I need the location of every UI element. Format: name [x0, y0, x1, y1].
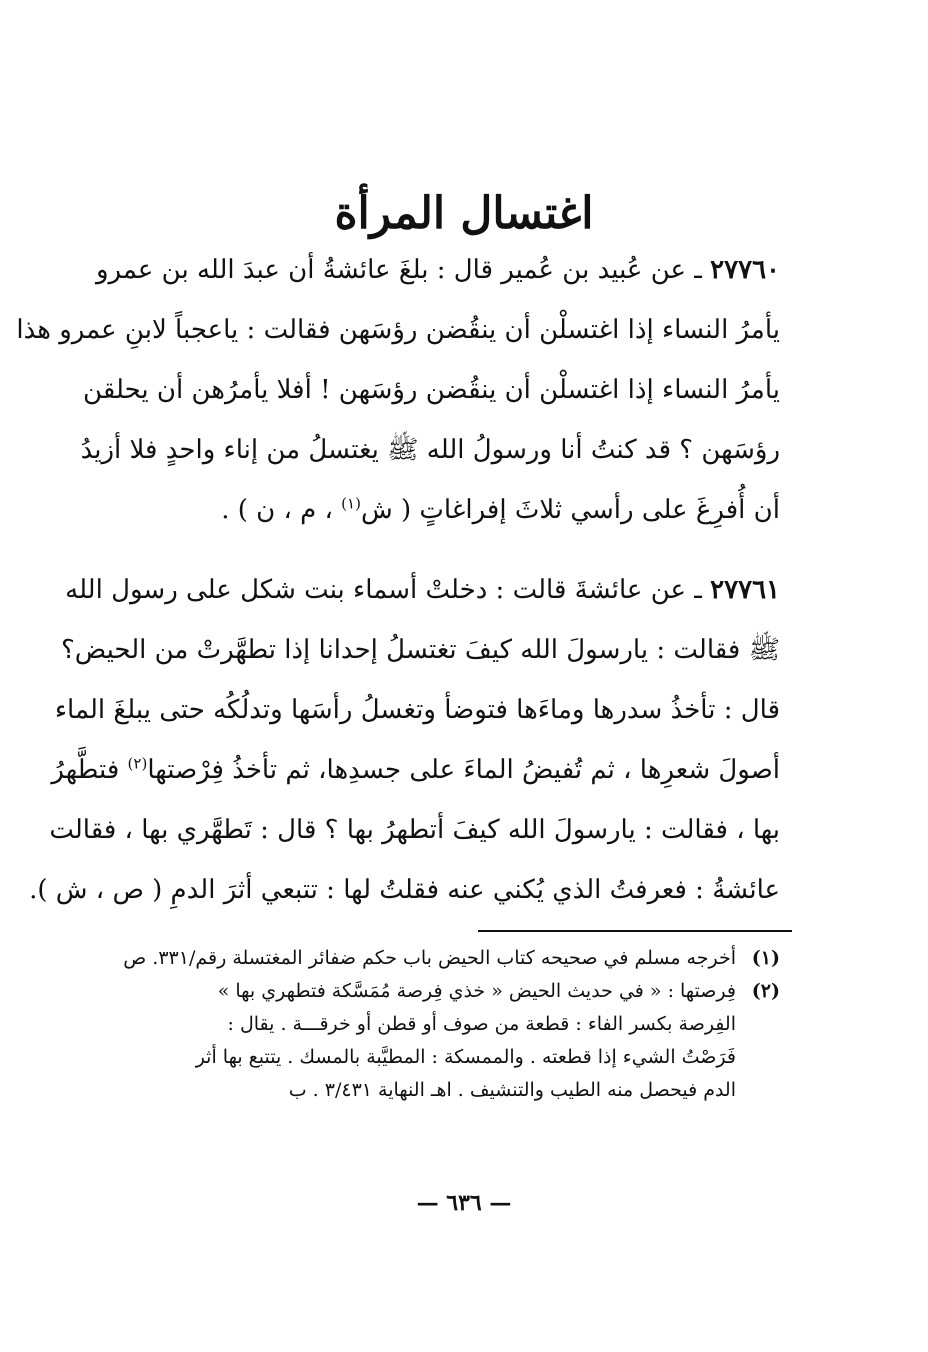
footnote-reference[interactable]: (١): [341, 494, 361, 513]
footnote-reference[interactable]: (٢): [127, 754, 148, 773]
footnote-divider: [478, 930, 792, 932]
hadith-line: ٢٧٧٦٠ ـ عن عُبيد بن عُمير قال : بلغَ عائشةُ أن عبدَ الله بن عمرو: [95, 255, 780, 285]
chapter-title: اغتسال المرأة: [334, 188, 594, 240]
hadith-line: رؤسَهن ؟ قد كنتُ أنا ورسولُ الله ﷺ يغتسلُ من إناء واحدٍ فلا أزيدُ: [80, 435, 780, 465]
hadith-line: أصولَ شعرِها ، ثم تُفيضُ الماءَ على جسدِها، ثم تأخذُ فِرْصتها$^{(٢)}$ فتطَّهرُ: [51, 754, 780, 785]
footnote-1: [100, 942, 780, 975]
hadith-line: ﷺ فقالت : يارسولَ الله كيفَ تغتسلُ إحدانا إذا تطهَّرتْ من الحيض؟: [60, 635, 780, 665]
hadith-line: يأمرُ النساء إذا اغتسلْن أن ينقُضن رؤسَهن ! أفلا يأمرُهن أن يحلقن: [83, 375, 780, 405]
footnote-mark: (٢): [751, 980, 780, 1002]
hadith-27760: [16, 240, 780, 540]
footnotes: [100, 942, 780, 1107]
hadith-line: أن أُفرِغَ على رأسي ثلاثَ إفراغاتٍ ( ش$^{(١)}$ ، م ، ن ) .: [221, 494, 780, 525]
footnote-mark: (١): [751, 947, 780, 969]
hadith-number: ٢٧٧٦١: [710, 575, 780, 605]
hadith-number: ٢٧٧٦٠: [710, 255, 780, 285]
footnote-text: فِرصتها : « في حديث الحيض « خذي فِرصة مُمَسَّكة فتطهري بها » الفِرصة بكسر الفاء : قطعة من صوف أو قطن أو خرقـــة . يقال : فَرَصْتُ الشيء إذا قطعته . والممسكة : المطيَّبة بالمسك . يتتبع بها أثر الدم فيحصل منه الطيب والتنشيف . اهـ النهاية ٣/٤٣١ . ب: [195, 980, 736, 1101]
footnote-text: أخرجه مسلم في صحيحه كتاب الحيض باب حكم ضفائر المغتسلة رقم/٣٣١. ص: [123, 947, 736, 969]
page-number: — ٦٣٦ —: [416, 1190, 512, 1216]
hadith-line: قال : تأخذُ سدرها وماءَها فتوضأ وتغسلُ رأسَها وتدلُكُه حتى يبلغَ الماء: [54, 695, 780, 725]
hadith-line: بها ، فقالت : يارسولَ الله كيفَ أتطهرُ بها ؟ قال : تَطهَّري بها ، فقالت: [49, 815, 780, 845]
hadith-27761: [29, 560, 780, 920]
hadith-line: ٢٧٧٦١ ـ عن عائشةَ قالت : دخلتْ أسماء بنت شكل على رسول الله: [65, 575, 780, 605]
hadith-line: يأمرُ النساء إذا اغتسلْن أن ينقُضن رؤسَهن فقالت : ياعجباً لابنِ عمرو هذا: [16, 315, 780, 345]
hadith-line: عائشةُ : فعرفتُ الذي يُكني عنه فقلتُ لها : تتبعي أثرَ الدمِ ( ص ، ش ).: [29, 875, 780, 905]
footnote-2: [100, 975, 780, 1107]
